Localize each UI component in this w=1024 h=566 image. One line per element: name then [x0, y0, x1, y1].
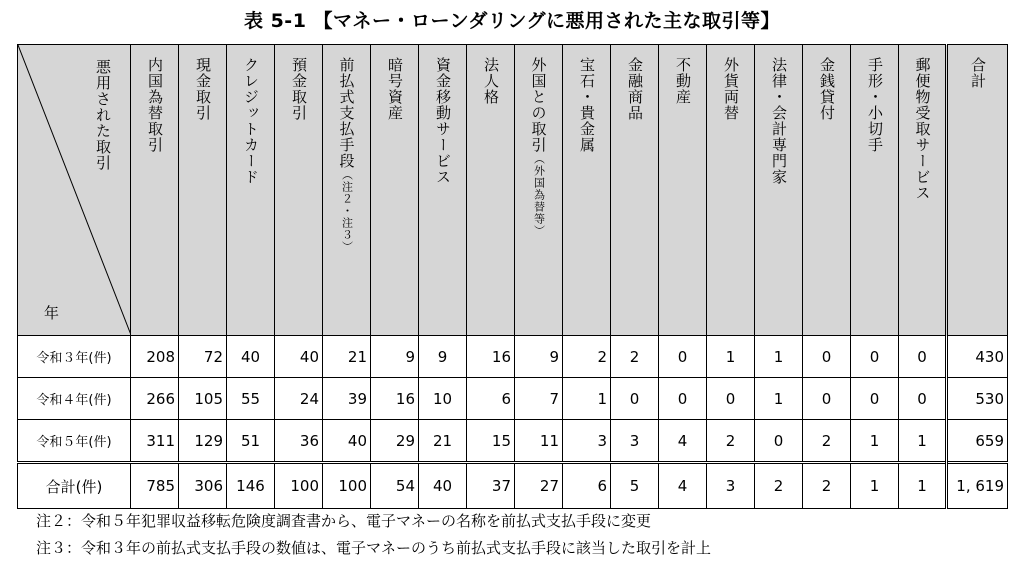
- column-header: [659, 45, 707, 336]
- column-header: [899, 45, 947, 336]
- column-header-label: 内国為替取引: [146, 57, 164, 153]
- table-cell: 16: [467, 336, 515, 378]
- table-cell: 0: [803, 378, 851, 420]
- table-cell: 100: [323, 463, 371, 509]
- table-cell: 0: [851, 336, 899, 378]
- table-cell: 2: [803, 463, 851, 509]
- table-title: 表 5-1 【マネー・ローンダリングに悪用された主な取引等】: [243, 10, 781, 32]
- table-cell: 0: [755, 420, 803, 463]
- table-cell: 5: [611, 463, 659, 509]
- column-header-label: 不動産: [674, 57, 692, 105]
- table-cell: 530: [947, 378, 1008, 420]
- column-header: [371, 45, 419, 336]
- table-cell: 3: [707, 463, 755, 509]
- table-cell: 39: [323, 378, 371, 420]
- note-3: 注３：令和３年の前払式支払手段の数値は、電子マネーのうち前払式支払手段に該当した取引を計上: [36, 539, 712, 557]
- note-2: 注２：令和５年犯罪収益移転危険度調査書から、電子マネーの名称を前払式支払手段に変更: [36, 512, 652, 530]
- table-cell: 1: [899, 420, 947, 463]
- column-header: [275, 45, 323, 336]
- table-cell: 0: [803, 336, 851, 378]
- column-header-label: [529, 57, 549, 237]
- column-header: [131, 45, 179, 336]
- diagonal-line: [18, 45, 131, 335]
- corner-label-transactions: 悪用された取引: [94, 59, 112, 171]
- table-row: [18, 336, 1008, 378]
- table-cell: 9: [515, 336, 563, 378]
- column-header: [515, 45, 563, 336]
- column-header-label: 宝石・貴金属: [578, 57, 596, 153]
- table-cell: 4: [659, 463, 707, 509]
- column-header-note: （注２・注３）: [340, 169, 354, 253]
- column-header-label: 法律・会計専門家: [770, 57, 788, 185]
- table-cell: 2: [755, 463, 803, 509]
- column-header-text: 外国との取引: [529, 57, 548, 153]
- table-cell: 21: [323, 336, 371, 378]
- table-cell: 1: [755, 378, 803, 420]
- table-cell: 1: [851, 463, 899, 509]
- table-cell: 430: [947, 336, 1008, 378]
- row-label: 令和３年(件): [18, 336, 131, 378]
- table-cell: 105: [179, 378, 227, 420]
- table-cell: 129: [179, 420, 227, 463]
- table-cell: 3: [563, 420, 611, 463]
- column-header-label: 手形・小切手: [866, 57, 884, 153]
- table-cell: 1: [851, 420, 899, 463]
- column-header: [467, 45, 515, 336]
- column-header-label: 金銭貸付: [818, 57, 836, 121]
- table-cell: 311: [131, 420, 179, 463]
- table-cell: 54: [371, 463, 419, 509]
- table-cell: 0: [707, 378, 755, 420]
- table-cell: 7: [515, 378, 563, 420]
- row-label: 令和５年(件): [18, 420, 131, 463]
- column-header-label: 合計: [969, 57, 987, 89]
- table-cell: 0: [899, 336, 947, 378]
- table-cell: 9: [419, 336, 467, 378]
- table-cell: 16: [371, 378, 419, 420]
- table-cell: 10: [419, 378, 467, 420]
- table-cell: 208: [131, 336, 179, 378]
- table-cell: 0: [851, 378, 899, 420]
- table-cell: 2: [803, 420, 851, 463]
- column-header-label: 外貨両替: [722, 57, 740, 121]
- column-header: [419, 45, 467, 336]
- row-label: 合計(件): [18, 463, 131, 509]
- table-cell: 40: [227, 336, 275, 378]
- column-header-label: 郵便物受取サービス: [913, 57, 932, 201]
- table-cell: 27: [515, 463, 563, 509]
- table-cell: 51: [227, 420, 275, 463]
- table-row: [18, 420, 1008, 463]
- table-cell: 40: [419, 463, 467, 509]
- column-header-note: （外国為替等）: [532, 153, 546, 237]
- table-cell: 2: [563, 336, 611, 378]
- table-cell: 24: [275, 378, 323, 420]
- table-cell: 0: [659, 378, 707, 420]
- table-cell: 9: [371, 336, 419, 378]
- column-header-label: 暗号資産: [386, 57, 404, 121]
- table-cell: 100: [275, 463, 323, 509]
- table-cell: 659: [947, 420, 1008, 463]
- corner-header: [18, 45, 131, 336]
- table-cell: 266: [131, 378, 179, 420]
- table-cell: 6: [563, 463, 611, 509]
- table-body: [18, 336, 1008, 509]
- column-header-label: クレジットカード: [242, 57, 260, 185]
- column-header: [755, 45, 803, 336]
- table-cell: 306: [179, 463, 227, 509]
- table-cell: 37: [467, 463, 515, 509]
- table-cell: 40: [323, 420, 371, 463]
- table-cell: 55: [227, 378, 275, 420]
- column-header-label: [337, 57, 357, 253]
- column-header-text: 前払式支払手段: [337, 57, 356, 169]
- column-header: [563, 45, 611, 336]
- column-header-label: 法人格: [482, 57, 500, 105]
- table-cell: 1, 619: [947, 463, 1008, 509]
- corner-label-year: 年: [44, 304, 60, 322]
- column-header: [947, 45, 1008, 336]
- column-header-label: 預金取引: [290, 57, 308, 121]
- column-header-label: 資金移動サービス: [434, 57, 452, 185]
- table-cell: 29: [371, 420, 419, 463]
- money-laundering-table: [17, 44, 1008, 509]
- column-header: [707, 45, 755, 336]
- table-cell: 4: [659, 420, 707, 463]
- table-cell: 2: [707, 420, 755, 463]
- table-cell: 6: [467, 378, 515, 420]
- column-header: [803, 45, 851, 336]
- table-cell: 1: [563, 378, 611, 420]
- column-header: [851, 45, 899, 336]
- table-cell: 146: [227, 463, 275, 509]
- table-cell: 72: [179, 336, 227, 378]
- table-cell: 36: [275, 420, 323, 463]
- column-header-label: 現金取引: [194, 57, 212, 121]
- table-cell: 40: [275, 336, 323, 378]
- table-row: [18, 378, 1008, 420]
- table-cell: 2: [611, 336, 659, 378]
- column-header: [227, 45, 275, 336]
- row-label: 令和４年(件): [18, 378, 131, 420]
- table-cell: 785: [131, 463, 179, 509]
- table-cell: 1: [755, 336, 803, 378]
- table-cell: 15: [467, 420, 515, 463]
- table-cell: 0: [899, 378, 947, 420]
- table-cell: 0: [659, 336, 707, 378]
- table-cell: 11: [515, 420, 563, 463]
- table-cell: 3: [611, 420, 659, 463]
- table-cell: 21: [419, 420, 467, 463]
- table-cell: 0: [611, 378, 659, 420]
- column-header: [179, 45, 227, 336]
- column-header-label: 金融商品: [626, 57, 644, 121]
- table-row: [18, 463, 1008, 509]
- column-header: [611, 45, 659, 336]
- notes: [36, 508, 711, 562]
- header-row: [18, 45, 1008, 336]
- table-cell: 1: [899, 463, 947, 509]
- table-cell: 1: [707, 336, 755, 378]
- column-header: [323, 45, 371, 336]
